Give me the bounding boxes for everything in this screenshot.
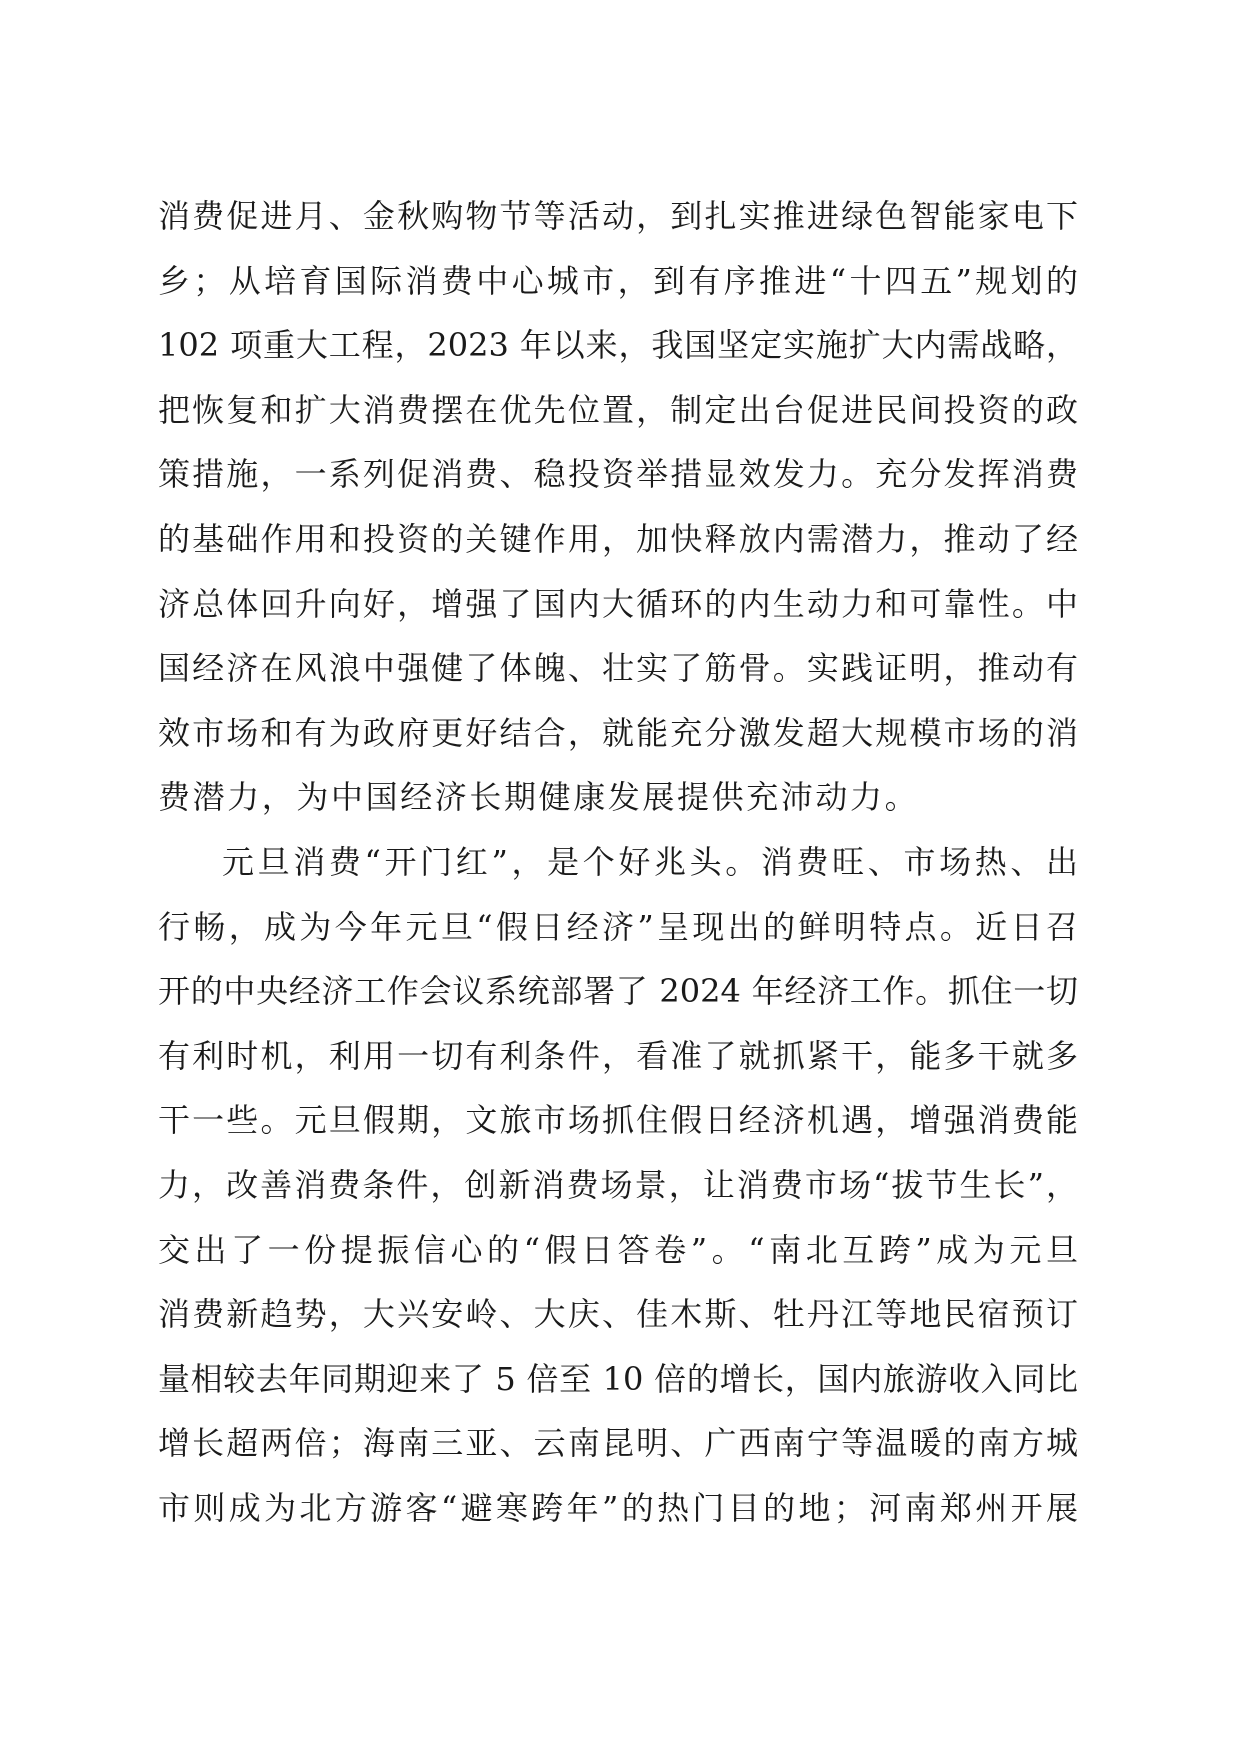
text-line: 费潜力，为中国经济长期健康发展提供充沛动力。 — [158, 778, 920, 817]
text-line: 消费新趋势，大兴安岭、大庆、佳木斯、牡丹江等地民宿预订 — [158, 1295, 1078, 1334]
text-line: 把恢复和扩大消费摆在优先位置，制定出台促进民间投资的政 — [158, 390, 1078, 429]
text-line: 102 项重大工程，2023 年以来，我国坚定实施扩大内需战略， — [158, 326, 1078, 365]
text-line: 干一些。元旦假期，文旅市场抓住假日经济机遇，增强消费能 — [158, 1101, 1078, 1140]
text-line: 力，改善消费条件，创新消费场景，让消费市场“拔节生长”， — [158, 1165, 1078, 1204]
text-line: 开的中央经济工作会议系统部署了 2024 年经济工作。抓住一切 — [158, 972, 1078, 1011]
paragraph-1 — [158, 184, 1078, 830]
text-line: 交出了一份提振信心的“假日答卷”。“南北互跨”成为元旦 — [158, 1230, 1078, 1269]
text-line: 消费促进月、金秋购物节等活动，到扎实推进绿色智能家电下 — [158, 197, 1078, 235]
text-line: 行畅，成为今年元旦“假日经济”呈现出的鲜明特点。近日召 — [158, 907, 1078, 946]
paragraph-2 — [158, 830, 1078, 1541]
text-line: 国经济在风浪中强健了体魄、壮实了筋骨。实践证明，推动有 — [158, 649, 1078, 688]
text-line: 元旦消费“开门红”，是个好兆头。消费旺、市场热、出 — [222, 842, 1078, 881]
text-line: 市则成为北方游客“避寒跨年”的热门目的地；河南郑州开展 — [158, 1488, 1078, 1527]
text-line: 的基础作用和投资的关键作用，加快释放内需潜力，推动了经 — [158, 519, 1078, 558]
text-line: 乡；从培育国际消费中心城市，到有序推进“十四五”规划的 — [158, 261, 1078, 300]
text-line: 济总体回升向好，增强了国内大循环的内生动力和可靠性。中 — [158, 584, 1078, 623]
text-line: 增长超两倍；海南三亚、云南昆明、广西南宁等温暖的南方城 — [158, 1424, 1078, 1463]
text-line: 效市场和有为政府更好结合，就能充分激发超大规模市场的消 — [158, 713, 1078, 752]
text-line: 量相较去年同期迎来了 5 倍至 10 倍的增长，国内旅游收入同比 — [158, 1359, 1078, 1398]
body-text — [158, 184, 1078, 1540]
text-line: 有利时机，利用一切有利条件，看准了就抓紧干，能多干就多 — [158, 1036, 1078, 1075]
text-line: 策措施，一系列促消费、稳投资举措显效发力。充分发挥消费 — [158, 455, 1078, 494]
